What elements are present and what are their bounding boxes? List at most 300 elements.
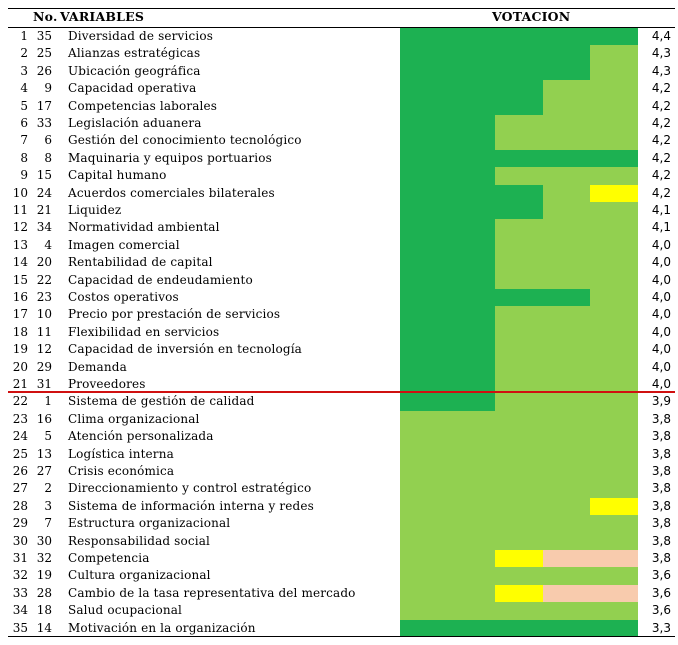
vote-score: 4,1 — [651, 203, 671, 217]
vote-cell — [448, 498, 496, 515]
vote-cell — [590, 585, 638, 602]
variable-name: Logística interna — [68, 446, 174, 461]
variable-number: 30 — [36, 533, 52, 548]
vote-cell — [495, 185, 543, 202]
row-rank: 17 — [12, 307, 28, 322]
table-row — [0, 254, 678, 271]
vote-cell — [400, 585, 448, 602]
vote-score: 4,0 — [651, 324, 671, 339]
vote-cell — [448, 411, 496, 428]
vote-cell — [400, 480, 448, 497]
vote-cell — [590, 620, 638, 637]
cutoff-line — [8, 391, 675, 393]
vote-cell — [400, 98, 448, 115]
table-row — [0, 237, 678, 254]
vote-cell — [543, 80, 591, 97]
vote-cell — [543, 411, 591, 428]
vote-score: 4,4 — [651, 29, 671, 43]
variable-number: 26 — [36, 63, 52, 78]
vote-cell — [543, 585, 591, 602]
vote-cell — [400, 428, 448, 445]
variable-number: 31 — [36, 377, 52, 391]
vote-cell — [400, 132, 448, 149]
vote-cell — [400, 533, 448, 550]
vote-cell — [590, 498, 638, 515]
vote-cells — [400, 411, 638, 428]
vote-score: 4,2 — [651, 150, 671, 165]
vote-cell — [543, 498, 591, 515]
vote-cell — [400, 272, 448, 289]
vote-cell — [448, 289, 496, 306]
row-rank: 23 — [12, 411, 28, 426]
variable-name: Gestión del conocimiento tecnológico — [68, 133, 302, 148]
table-row — [0, 324, 678, 341]
vote-cell — [590, 115, 638, 132]
variable-number: 1 — [44, 394, 52, 409]
row-rank: 3 — [20, 63, 28, 78]
vote-cell — [495, 498, 543, 515]
vote-cell — [590, 446, 638, 463]
vote-cell — [495, 567, 543, 584]
vote-cell — [495, 620, 543, 637]
header-votacion: VOTACION — [492, 9, 571, 24]
table-row — [0, 463, 678, 480]
vote-cell — [400, 45, 448, 62]
table-row — [0, 585, 678, 602]
vote-cell — [400, 550, 448, 567]
row-rank: 26 — [12, 464, 28, 478]
variable-number: 4 — [44, 237, 52, 252]
vote-score: 4,0 — [651, 342, 671, 357]
variable-name: Competencias laborales — [68, 98, 218, 113]
vote-cell — [495, 515, 543, 532]
row-rank: 33 — [12, 585, 28, 600]
vote-cell — [543, 515, 591, 532]
vote-cell — [590, 28, 638, 45]
vote-cell — [590, 533, 638, 550]
vote-cells — [400, 498, 638, 515]
vote-cell — [495, 446, 543, 463]
vote-cell — [448, 428, 496, 445]
vote-cell — [448, 98, 496, 115]
vote-cell — [400, 202, 448, 219]
variable-name: Imagen comercial — [68, 237, 180, 252]
vote-cell — [495, 602, 543, 619]
vote-cell — [495, 480, 543, 497]
vote-cells — [400, 237, 638, 254]
vote-cell — [448, 341, 496, 358]
vote-cell — [590, 185, 638, 202]
variable-name: Capital humano — [68, 168, 167, 183]
vote-cell — [495, 237, 543, 254]
vote-cell — [495, 202, 543, 219]
vote-cell — [543, 289, 591, 306]
vote-cells — [400, 393, 638, 410]
vote-score: 4,2 — [651, 116, 671, 130]
variable-number: 33 — [36, 116, 52, 130]
vote-score: 3,8 — [651, 533, 671, 548]
table-row — [0, 167, 678, 184]
row-rank: 15 — [12, 272, 28, 287]
vote-cell — [543, 550, 591, 567]
variable-number: 28 — [36, 585, 52, 600]
table-row — [0, 45, 678, 62]
vote-cell — [495, 115, 543, 132]
vote-cells — [400, 585, 638, 602]
vote-cell — [590, 45, 638, 62]
variable-name: Clima organizacional — [68, 411, 200, 426]
vote-cell — [543, 150, 591, 167]
vote-cell — [448, 446, 496, 463]
variable-name: Motivación en la organización — [68, 620, 256, 635]
vote-cell — [495, 132, 543, 149]
vote-score: 3,8 — [651, 551, 671, 565]
vote-cell — [448, 567, 496, 584]
variable-name: Demanda — [68, 359, 127, 374]
table-row — [0, 515, 678, 532]
vote-cell — [590, 324, 638, 341]
vote-score: 3,8 — [651, 464, 671, 478]
variable-name: Sistema de información interna y redes — [68, 498, 314, 513]
vote-cell — [400, 63, 448, 80]
variable-number: 3 — [44, 498, 52, 513]
table-row — [0, 63, 678, 80]
vote-cells — [400, 515, 638, 532]
table-row — [0, 602, 678, 619]
variable-name: Cultura organizacional — [68, 568, 211, 583]
row-rank: 7 — [20, 133, 28, 148]
row-rank: 34 — [12, 603, 28, 618]
vote-score: 4,2 — [651, 81, 671, 96]
variable-name: Competencia — [68, 551, 150, 565]
vote-cell — [495, 98, 543, 115]
row-rank: 2 — [20, 46, 28, 61]
vote-cell — [590, 289, 638, 306]
table-row — [0, 480, 678, 497]
row-rank: 21 — [12, 377, 28, 391]
row-rank: 28 — [12, 498, 28, 513]
vote-cell — [400, 185, 448, 202]
variable-name: Salud ocupacional — [68, 603, 183, 618]
variable-name: Sistema de gestión de calidad — [68, 394, 255, 409]
table-row — [0, 341, 678, 358]
variable-name: Rentabilidad de capital — [68, 255, 213, 270]
table-row — [0, 272, 678, 289]
table-row — [0, 446, 678, 463]
variable-number: 23 — [36, 290, 52, 304]
vote-cell — [400, 411, 448, 428]
variable-number: 32 — [36, 551, 52, 565]
vote-cells — [400, 167, 638, 184]
vote-cell — [543, 359, 591, 376]
vote-cell — [448, 202, 496, 219]
vote-cell — [543, 393, 591, 410]
variable-number: 22 — [36, 272, 52, 287]
vote-cell — [400, 324, 448, 341]
vote-cell — [400, 219, 448, 236]
vote-cell — [543, 567, 591, 584]
vote-cell — [590, 359, 638, 376]
row-rank: 27 — [12, 481, 28, 496]
vote-cell — [590, 393, 638, 410]
variable-number: 20 — [36, 255, 52, 270]
vote-cells — [400, 341, 638, 358]
vote-score: 3,6 — [651, 568, 671, 583]
table-row — [0, 411, 678, 428]
header-variables: VARIABLES — [60, 9, 145, 24]
vote-cell — [543, 533, 591, 550]
vote-cells — [400, 80, 638, 97]
row-rank: 22 — [12, 394, 28, 409]
vote-cell — [590, 463, 638, 480]
vote-score: 4,3 — [651, 46, 671, 61]
vote-cells — [400, 324, 638, 341]
vote-cell — [495, 341, 543, 358]
vote-cell — [590, 132, 638, 149]
vote-cells — [400, 428, 638, 445]
vote-cell — [590, 515, 638, 532]
variable-number: 34 — [36, 220, 52, 235]
vote-cell — [590, 428, 638, 445]
row-rank: 14 — [12, 255, 28, 270]
vote-score: 3,8 — [651, 516, 671, 531]
vote-cell — [590, 550, 638, 567]
row-rank: 29 — [12, 516, 28, 531]
vote-cell — [543, 63, 591, 80]
vote-cell — [590, 167, 638, 184]
row-rank: 5 — [20, 98, 28, 113]
vote-cell — [400, 80, 448, 97]
vote-cell — [590, 202, 638, 219]
table-row — [0, 620, 678, 637]
vote-cells — [400, 254, 638, 271]
vote-cell — [590, 411, 638, 428]
vote-cell — [400, 498, 448, 515]
vote-cell — [400, 393, 448, 410]
vote-cell — [543, 202, 591, 219]
vote-cells — [400, 272, 638, 289]
variable-number: 18 — [36, 603, 52, 618]
vote-cell — [495, 428, 543, 445]
vote-cell — [448, 585, 496, 602]
variable-number: 5 — [44, 429, 52, 444]
vote-cell — [448, 620, 496, 637]
vote-score: 4,1 — [651, 220, 671, 235]
variable-name: Legislación aduanera — [68, 116, 202, 130]
row-rank: 13 — [12, 237, 28, 252]
vote-cell — [543, 620, 591, 637]
row-rank: 4 — [20, 81, 28, 96]
variable-name: Estructura organizacional — [68, 516, 231, 531]
variable-number: 6 — [44, 133, 52, 148]
row-rank: 9 — [20, 168, 28, 183]
variable-name: Atención personalizada — [68, 429, 214, 444]
vote-cell — [495, 45, 543, 62]
vote-cell — [543, 185, 591, 202]
table-row — [0, 393, 678, 410]
vote-cell — [400, 28, 448, 45]
vote-cell — [448, 463, 496, 480]
vote-score: 3,8 — [651, 498, 671, 513]
vote-cell — [400, 115, 448, 132]
vote-score: 4,0 — [651, 272, 671, 287]
variable-name: Acuerdos comerciales bilaterales — [68, 185, 275, 200]
variable-name: Ubicación geográfica — [68, 63, 201, 78]
variable-number: 27 — [36, 464, 52, 478]
vote-cells — [400, 446, 638, 463]
vote-cell — [543, 219, 591, 236]
vote-score: 4,0 — [651, 359, 671, 374]
row-rank: 32 — [12, 568, 28, 583]
vote-score: 4,2 — [651, 133, 671, 148]
vote-cell — [590, 98, 638, 115]
vote-cell — [495, 585, 543, 602]
vote-cell — [543, 602, 591, 619]
table-row — [0, 98, 678, 115]
table-row — [0, 132, 678, 149]
variable-name: Normatividad ambiental — [68, 220, 220, 235]
vote-cell — [543, 45, 591, 62]
vote-cell — [590, 602, 638, 619]
vote-score: 4,0 — [651, 307, 671, 322]
vote-cells — [400, 132, 638, 149]
vote-cell — [448, 272, 496, 289]
row-rank: 12 — [12, 220, 28, 235]
vote-cell — [400, 515, 448, 532]
variable-number: 19 — [36, 568, 52, 583]
table-row — [0, 567, 678, 584]
vote-cell — [543, 341, 591, 358]
vote-cell — [448, 533, 496, 550]
vote-cell — [400, 463, 448, 480]
vote-cell — [448, 550, 496, 567]
row-rank: 19 — [12, 342, 28, 357]
variable-number: 2 — [44, 481, 52, 496]
variable-name: Capacidad operativa — [68, 81, 197, 96]
variable-number: 29 — [36, 359, 52, 374]
vote-cells — [400, 306, 638, 323]
variable-number: 21 — [36, 203, 52, 217]
vote-cell — [448, 150, 496, 167]
row-rank: 25 — [12, 446, 28, 461]
vote-cell — [400, 306, 448, 323]
variable-name: Proveedores — [68, 377, 146, 391]
variable-number: 8 — [44, 150, 52, 165]
table-row — [0, 28, 678, 45]
row-rank: 35 — [12, 620, 28, 635]
vote-cells — [400, 63, 638, 80]
variable-name: Precio por prestación de servicios — [68, 307, 281, 322]
vote-score: 3,9 — [651, 394, 671, 409]
vote-cells — [400, 219, 638, 236]
vote-score: 3,8 — [651, 446, 671, 461]
row-rank: 30 — [12, 533, 28, 548]
vote-cells — [400, 202, 638, 219]
vote-cell — [495, 80, 543, 97]
vote-cell — [495, 167, 543, 184]
vote-cell — [448, 324, 496, 341]
table-row — [0, 359, 678, 376]
vote-cell — [590, 341, 638, 358]
vote-cell — [448, 359, 496, 376]
vote-score: 4,2 — [651, 168, 671, 183]
vote-cell — [448, 115, 496, 132]
vote-score: 4,2 — [651, 185, 671, 200]
vote-cell — [400, 620, 448, 637]
vote-cell — [400, 150, 448, 167]
vote-cell — [400, 237, 448, 254]
variable-number: 9 — [44, 81, 52, 96]
vote-cell — [448, 237, 496, 254]
vote-cell — [543, 324, 591, 341]
table-row — [0, 533, 678, 550]
variable-number: 11 — [36, 324, 52, 339]
vote-score: 3,8 — [651, 411, 671, 426]
vote-cell — [495, 306, 543, 323]
vote-cell — [448, 45, 496, 62]
vote-score: 4,0 — [651, 255, 671, 270]
table-row — [0, 150, 678, 167]
variable-number: 15 — [36, 168, 52, 183]
vote-cells — [400, 289, 638, 306]
row-rank: 8 — [20, 150, 28, 165]
vote-cell — [543, 254, 591, 271]
row-rank: 6 — [20, 116, 28, 130]
vote-score: 4,0 — [651, 290, 671, 304]
row-rank: 1 — [20, 29, 28, 43]
row-rank: 24 — [12, 429, 28, 444]
vote-cell — [400, 289, 448, 306]
table-row — [0, 219, 678, 236]
vote-cells — [400, 620, 638, 637]
variable-number: 35 — [36, 29, 52, 43]
vote-cell — [495, 150, 543, 167]
vote-cells — [400, 567, 638, 584]
vote-score: 4,0 — [651, 377, 671, 391]
table-row — [0, 80, 678, 97]
vote-cell — [448, 132, 496, 149]
vote-cell — [448, 254, 496, 271]
vote-cell — [495, 324, 543, 341]
variable-name: Flexibilidad en servicios — [68, 324, 220, 339]
row-rank: 18 — [12, 324, 28, 339]
vote-cell — [495, 533, 543, 550]
vote-cell — [448, 219, 496, 236]
vote-cell — [400, 341, 448, 358]
vote-cell — [543, 480, 591, 497]
variable-number: 10 — [36, 307, 52, 322]
variable-number: 13 — [36, 446, 52, 461]
table-row — [0, 498, 678, 515]
vote-cell — [590, 480, 638, 497]
vote-cell — [448, 185, 496, 202]
row-rank: 31 — [12, 551, 28, 565]
vote-cell — [448, 167, 496, 184]
row-rank: 20 — [12, 359, 28, 374]
vote-cell — [448, 393, 496, 410]
vote-cell — [495, 463, 543, 480]
vote-cells — [400, 550, 638, 567]
row-rank: 16 — [12, 290, 28, 304]
vote-cell — [400, 446, 448, 463]
vote-cell — [543, 167, 591, 184]
vote-score: 3,8 — [651, 429, 671, 444]
table-bottom-border — [8, 636, 675, 637]
vote-cell — [543, 428, 591, 445]
table-row — [0, 289, 678, 306]
vote-cell — [448, 306, 496, 323]
vote-cell — [590, 567, 638, 584]
